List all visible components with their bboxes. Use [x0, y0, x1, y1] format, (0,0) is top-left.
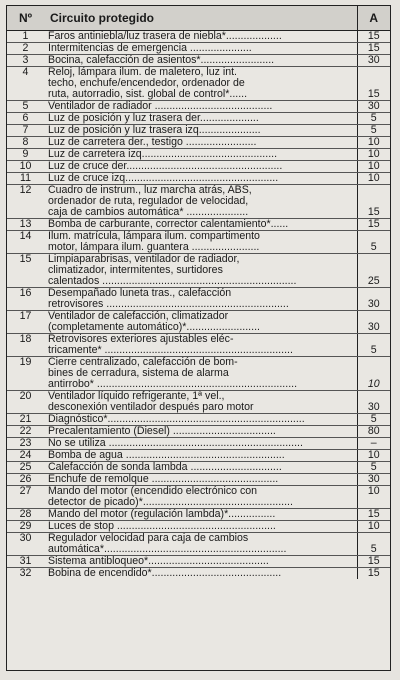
circuit-text-line: No se utiliza .................................................................. — [48, 438, 303, 449]
table-row — [7, 254, 390, 288]
protected-circuit — [44, 55, 357, 67]
table-row — [7, 161, 390, 173]
fuse-table — [7, 6, 390, 579]
table-row — [7, 55, 390, 67]
circuit-text-line: antirrobo* .................................................................... — [48, 379, 298, 390]
fuse-number: 19 — [7, 357, 44, 391]
protected-circuit — [44, 173, 357, 185]
protected-circuit — [44, 486, 357, 509]
protected-circuit — [44, 509, 357, 521]
circuit-text-line: tricamente* ................................................................ — [48, 345, 293, 356]
circuit-text-line: Bomba de agua ...................................................... — [48, 450, 285, 461]
fuse-number: 7 — [7, 125, 44, 137]
circuit-text-line: Mando del motor (regulación lambda)*................ — [48, 509, 276, 520]
circuit-text-line: climatizador, intermitentes, surtidores — [48, 265, 223, 276]
fuse-amperage: 15 — [357, 185, 390, 219]
circuit-text-line: Desempañado luneta tras., calefacción — [48, 288, 232, 299]
circuit-text-line: Retrovisores exteriores ajustables eléc- — [48, 334, 234, 345]
table-row — [7, 486, 390, 509]
fuse-number: 21 — [7, 414, 44, 426]
protected-circuit — [44, 31, 357, 43]
fuse-number: 3 — [7, 55, 44, 67]
circuit-text-line: motor, lámpara ilum. guantera ....................... — [48, 242, 260, 253]
protected-circuit — [44, 533, 357, 556]
protected-circuit — [44, 414, 357, 426]
fuse-number: 13 — [7, 219, 44, 231]
circuit-text-line: caja de cambios automática* ..................... — [48, 207, 249, 218]
fuse-amperage: 15 — [357, 568, 390, 580]
circuit-text-line: Luz de cruce der..................................................... — [48, 161, 283, 172]
fuse-number: 14 — [7, 231, 44, 254]
protected-circuit — [44, 231, 357, 254]
circuit-text-line: retrovisores .............................................................. — [48, 299, 289, 310]
circuit-text-line: Luz de posición y luz trasera der.................... — [48, 113, 259, 124]
protected-circuit — [44, 149, 357, 161]
circuit-text-line: Enchufe de remolque ........................................... — [48, 474, 279, 485]
table-row — [7, 31, 390, 43]
fuse-amperage: 15 — [357, 509, 390, 521]
table-row — [7, 101, 390, 113]
table-row — [7, 113, 390, 125]
fuse-amperage: 5 — [357, 113, 390, 125]
circuit-text-line: (completamente automático)*......................... — [48, 322, 260, 333]
circuit-text-line: Reloj, lámpara ilum. de maletero, luz int. — [48, 67, 238, 78]
header-circuit: Circuito protegido — [44, 6, 357, 31]
fuse-number: 6 — [7, 113, 44, 125]
fuse-number: 27 — [7, 486, 44, 509]
fuse-number: 9 — [7, 149, 44, 161]
fuse-number: 8 — [7, 137, 44, 149]
circuit-text-line: Cuadro de instrum., luz marcha atrás, ABS, — [48, 185, 252, 196]
table-row — [7, 521, 390, 533]
fuse-number: 16 — [7, 288, 44, 311]
fuse-amperage: 15 — [357, 31, 390, 43]
circuit-text-line: bines de cerradura, sistema de alarma — [48, 368, 229, 379]
circuit-text-line: Diagnóstico*................................................................... — [48, 414, 305, 425]
circuit-text-line: calentados .................................................................. — [48, 276, 297, 287]
circuit-text-line: Precalentamiento (Diesel) ................................... — [48, 426, 276, 437]
circuit-text-line: Bomba de carburante, corrector calentamiento*...... — [48, 219, 289, 230]
fuse-number: 25 — [7, 462, 44, 474]
protected-circuit — [44, 137, 357, 149]
fuse-number: 26 — [7, 474, 44, 486]
fuse-amperage: 30 — [357, 311, 390, 334]
fuse-amperage: – — [357, 438, 390, 450]
circuit-text-line: Luces de stop ...................................................... — [48, 521, 276, 532]
protected-circuit — [44, 254, 357, 288]
circuit-text-line: desconexión ventilador después paro motor — [48, 402, 254, 413]
fuse-number: 29 — [7, 521, 44, 533]
fuse-amperage: 10 — [357, 137, 390, 149]
fuse-number: 11 — [7, 173, 44, 185]
protected-circuit — [44, 219, 357, 231]
header-amperage: A — [357, 6, 390, 31]
protected-circuit — [44, 521, 357, 533]
circuit-text-line: Ventilador líquido refrigerante, 1ª vel., — [48, 391, 225, 402]
circuit-text-line: Ventilador de radiador ........................................ — [48, 101, 273, 112]
table-body — [7, 31, 390, 580]
table-row — [7, 357, 390, 391]
table-row — [7, 438, 390, 450]
fuse-number: 15 — [7, 254, 44, 288]
fuse-amperage: 10 — [357, 173, 390, 185]
table-row — [7, 568, 390, 580]
fuse-number: 22 — [7, 426, 44, 438]
fuse-number: 18 — [7, 334, 44, 357]
fuse-amperage: 5 — [357, 462, 390, 474]
circuit-text-line: detector de picado)*................................................... — [48, 497, 293, 508]
fuse-number: 4 — [7, 67, 44, 101]
circuit-text-line: Ilum. matrícula, lámpara ilum. compartimento — [48, 231, 260, 242]
fuse-number: 12 — [7, 185, 44, 219]
protected-circuit — [44, 474, 357, 486]
fuse-number: 32 — [19, 567, 32, 579]
fuse-number: 20 — [7, 391, 44, 414]
fuse-amperage: 10 — [357, 161, 390, 173]
fuse-amperage: 5 — [357, 533, 390, 556]
circuit-text-line: Cierre centralizado, calefacción de bom- — [48, 357, 238, 368]
fuse-amperage: 5 — [357, 125, 390, 137]
fuse-number: 17 — [7, 311, 44, 334]
table-row — [7, 334, 390, 357]
protected-circuit — [44, 311, 357, 334]
table-row — [7, 288, 390, 311]
fuse-amperage: 30 — [357, 391, 390, 414]
protected-circuit — [44, 556, 357, 568]
circuit-text-line: Luz de carretera der., testigo ........................ — [48, 137, 257, 148]
table-row — [7, 426, 390, 438]
table-row — [7, 556, 390, 568]
protected-circuit — [44, 101, 357, 113]
fuse-amperage-value: 10 — [367, 378, 380, 390]
fuse-amperage — [357, 357, 390, 391]
fuse-number: 30 — [7, 533, 44, 556]
protected-circuit — [44, 113, 357, 125]
table-row — [7, 43, 390, 55]
protected-circuit — [44, 125, 357, 137]
fuse-amperage: 15 — [357, 43, 390, 55]
fuse-number: 1 — [7, 31, 44, 43]
fuse-amperage: 15 — [357, 556, 390, 568]
circuit-text-line: Calefacción de sonda lambda ............................... — [48, 462, 282, 473]
circuit-text-line: Sistema antibloqueo*......................................... — [48, 556, 269, 567]
fuse-amperage: 15 — [357, 67, 390, 101]
fuse-number: 5 — [7, 101, 44, 113]
fuse-amperage: 10 — [357, 521, 390, 533]
fuse-number: 10 — [7, 161, 44, 173]
protected-circuit — [44, 288, 357, 311]
fuse-amperage: 80 — [357, 426, 390, 438]
fuse-amperage: 30 — [357, 288, 390, 311]
fuse-amperage: 5 — [357, 231, 390, 254]
fuse-amperage: 5 — [357, 334, 390, 357]
circuit-text-line: Bocina, calefacción de asientos*......................... — [48, 55, 275, 66]
fuse-number: 23 — [7, 438, 44, 450]
table-row — [7, 509, 390, 521]
circuit-text-line: Ventilador de calefacción, climatizador — [48, 311, 229, 322]
protected-circuit — [44, 438, 357, 450]
fuse-amperage: 30 — [357, 474, 390, 486]
protected-circuit — [44, 357, 357, 391]
table-row — [7, 125, 390, 137]
circuit-text-line: techo, enchufe/encendedor, ordenador de — [48, 78, 245, 89]
fuse-amperage: 30 — [357, 101, 390, 113]
table-row — [7, 391, 390, 414]
protected-circuit — [44, 185, 357, 219]
fuse-amperage: 10 — [357, 149, 390, 161]
protected-circuit — [44, 161, 357, 173]
fuse-number: 24 — [7, 450, 44, 462]
circuit-text-line: ordenador de ruta, regulador de velocidad, — [48, 196, 249, 207]
table-row — [7, 474, 390, 486]
fuse-amperage: 15 — [357, 219, 390, 231]
fuse-number: 28 — [7, 509, 44, 521]
table-row — [7, 231, 390, 254]
protected-circuit — [44, 462, 357, 474]
table-row — [7, 414, 390, 426]
circuit-text-line: Luz de posición y luz trasera izq..................... — [48, 125, 261, 136]
table-row — [7, 450, 390, 462]
header-number: Nº — [7, 6, 44, 31]
table-row — [7, 67, 390, 101]
protected-circuit — [44, 391, 357, 414]
fuse-amperage: 10 — [357, 450, 390, 462]
table-row — [7, 185, 390, 219]
circuit-text-line: Luz de carretera izq.............................................. — [48, 149, 278, 160]
protected-circuit — [44, 426, 357, 438]
circuit-text-line: Regulador velocidad para caja de cambios — [48, 533, 249, 544]
circuit-text-line: ruta, autorradio, sist. global de control*...... — [48, 89, 248, 100]
fuse-amperage: 10 — [357, 486, 390, 509]
fuse-number: 2 — [7, 43, 44, 55]
protected-circuit — [44, 43, 357, 55]
circuit-text-line: Limpiaparabrisas, ventilador de radiador, — [48, 254, 240, 265]
circuit-text-line: Bobina de encendido*............................................ — [48, 568, 282, 579]
table-header-row — [7, 6, 390, 31]
fuse-number: 31 — [7, 556, 44, 568]
protected-circuit — [44, 450, 357, 462]
circuit-text-line: Intermitencias de emergencia ..................... — [48, 43, 252, 54]
protected-circuit — [44, 67, 357, 101]
fuse-amperage: 5 — [357, 414, 390, 426]
table-row — [7, 533, 390, 556]
fuse-amperage: 25 — [357, 254, 390, 288]
table-row — [7, 219, 390, 231]
circuit-text-line: Luz de cruce izq.................................................... — [48, 173, 279, 184]
fuse-table-page — [6, 5, 391, 671]
fuse-amperage: 30 — [357, 55, 390, 67]
table-row — [7, 311, 390, 334]
table-row — [7, 173, 390, 185]
table-row — [7, 462, 390, 474]
table-row — [7, 149, 390, 161]
circuit-text-line: Mando del motor (encendido electrónico con — [48, 486, 258, 497]
protected-circuit — [44, 334, 357, 357]
protected-circuit — [44, 568, 357, 580]
circuit-text-line: automática*.............................................................. — [48, 544, 287, 555]
circuit-text-line: Faros antiniebla/luz trasera de niebla*................... — [48, 31, 282, 42]
table-row — [7, 137, 390, 149]
